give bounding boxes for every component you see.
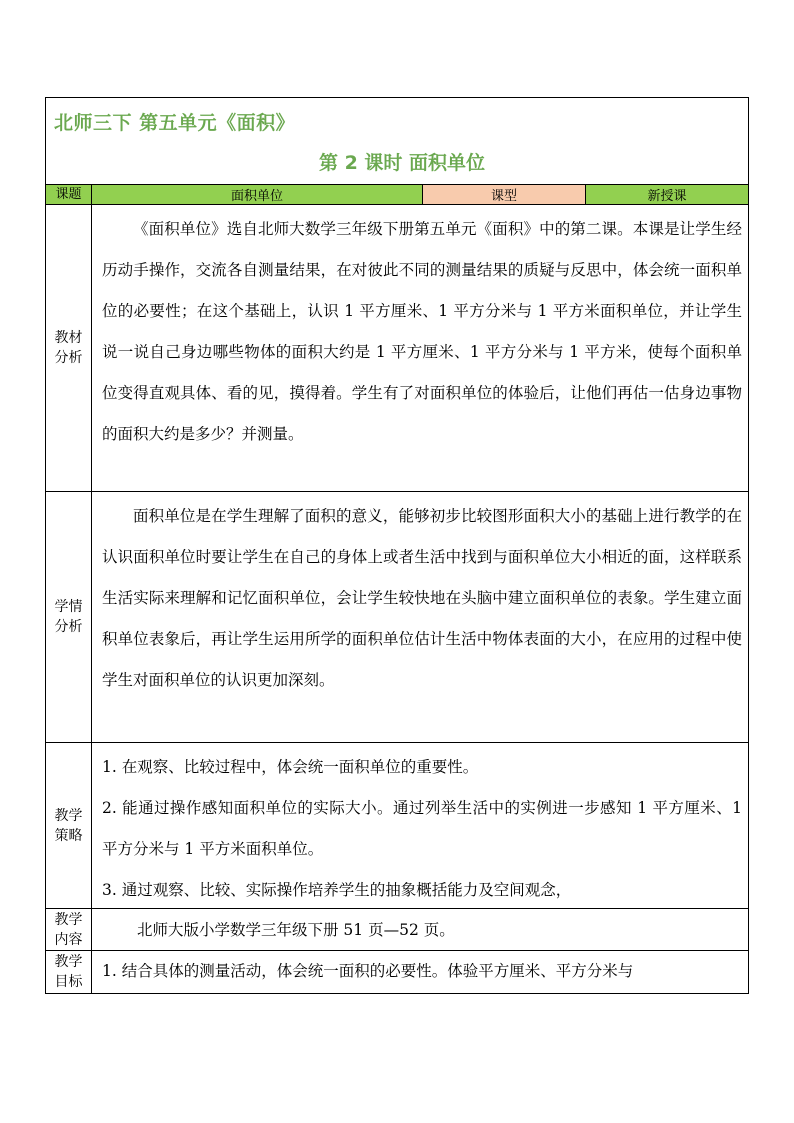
textbook-analysis-label: 教材分析: [46, 205, 92, 491]
lesson-plan-table: [45, 97, 749, 994]
teaching-content-text: 北师大版小学数学三年级下册 51 页—52 页。: [137, 920, 455, 939]
topic-label: 课题: [46, 185, 92, 204]
teaching-content-label: 教学内容: [46, 909, 92, 950]
student-analysis-text: 面积单位是在学生理解了面积的意义，能够初步比较图形面积大小的基础上进行教学的在认识面积单位时要让学生在自己的身体上或者生活中找到与面积单位大小相近的面，这样联系生活实际来理解和记忆面积单位，会让学生较快地在头脑中建立面积单位的表象。学生建立面积单位表象后，再让学生运用所学的面积单位估计生活中物体表面的大小，在应用的过程中使学生对面积单位的认识更加深刻。: [102, 507, 742, 689]
strategy-item: 3. 通过观察、比较、实际操作培养学生的抽象概括能力及空间观念，: [102, 881, 572, 899]
teaching-goal-row: [46, 951, 748, 993]
topic-row: [46, 185, 748, 205]
teaching-strategy-list: [92, 743, 748, 908]
strategy-item: 2. 能通过操作感知面积单位的实际大小。通过列举生活中的实例进一步感知 1 平方厘米、1 平方分米与 1 平方米面积单位。: [102, 799, 742, 858]
unit-title: 北师三下 第五单元《面积》: [54, 112, 296, 134]
teaching-strategy-row: [46, 743, 748, 909]
lesson-plan-document: [45, 97, 749, 994]
textbook-analysis-text: 《面积单位》选自北师大数学三年级下册第五单元《面积》中的第二课。本课是让学生经历动手操作，交流各自测量结果，在对彼此不同的测量结果的质疑与反思中，体会统一面积单位的必要性；在这个基础上，认识 1 平方厘米、1 平方分米与 1 平方米面积单位，并让学生说一说自己身边哪些物体的面积大约是 1 平方厘米、1 平方分米与 1 平方米，使每个面积单位变得直观具体、看的见，摸得着。学生有了对面积单位的体验后，让他们再估一估身边事物的面积大约是多少？并测量。: [102, 220, 742, 443]
student-analysis-row: [46, 492, 748, 743]
lesson-subtitle: 第 2 课时 面积单位: [318, 152, 486, 174]
strategy-item: 1. 在观察、比较过程中，体会统一面积单位的重要性。: [102, 758, 479, 776]
textbook-analysis-row: [46, 205, 748, 492]
topic-value: 面积单位: [92, 185, 423, 204]
type-label: 课型: [423, 185, 586, 204]
teaching-content-row: [46, 909, 748, 951]
teaching-goal-label: 教学目标: [46, 951, 92, 993]
title-block: [46, 98, 748, 185]
teaching-goal-text: 1. 结合具体的测量活动，体会统一面积的必要性。体验平方厘米、平方分米与: [102, 962, 634, 980]
student-analysis-label: 学情分析: [46, 492, 92, 742]
type-value: 新授课: [586, 185, 748, 204]
teaching-strategy-label: 教学策略: [46, 743, 92, 908]
